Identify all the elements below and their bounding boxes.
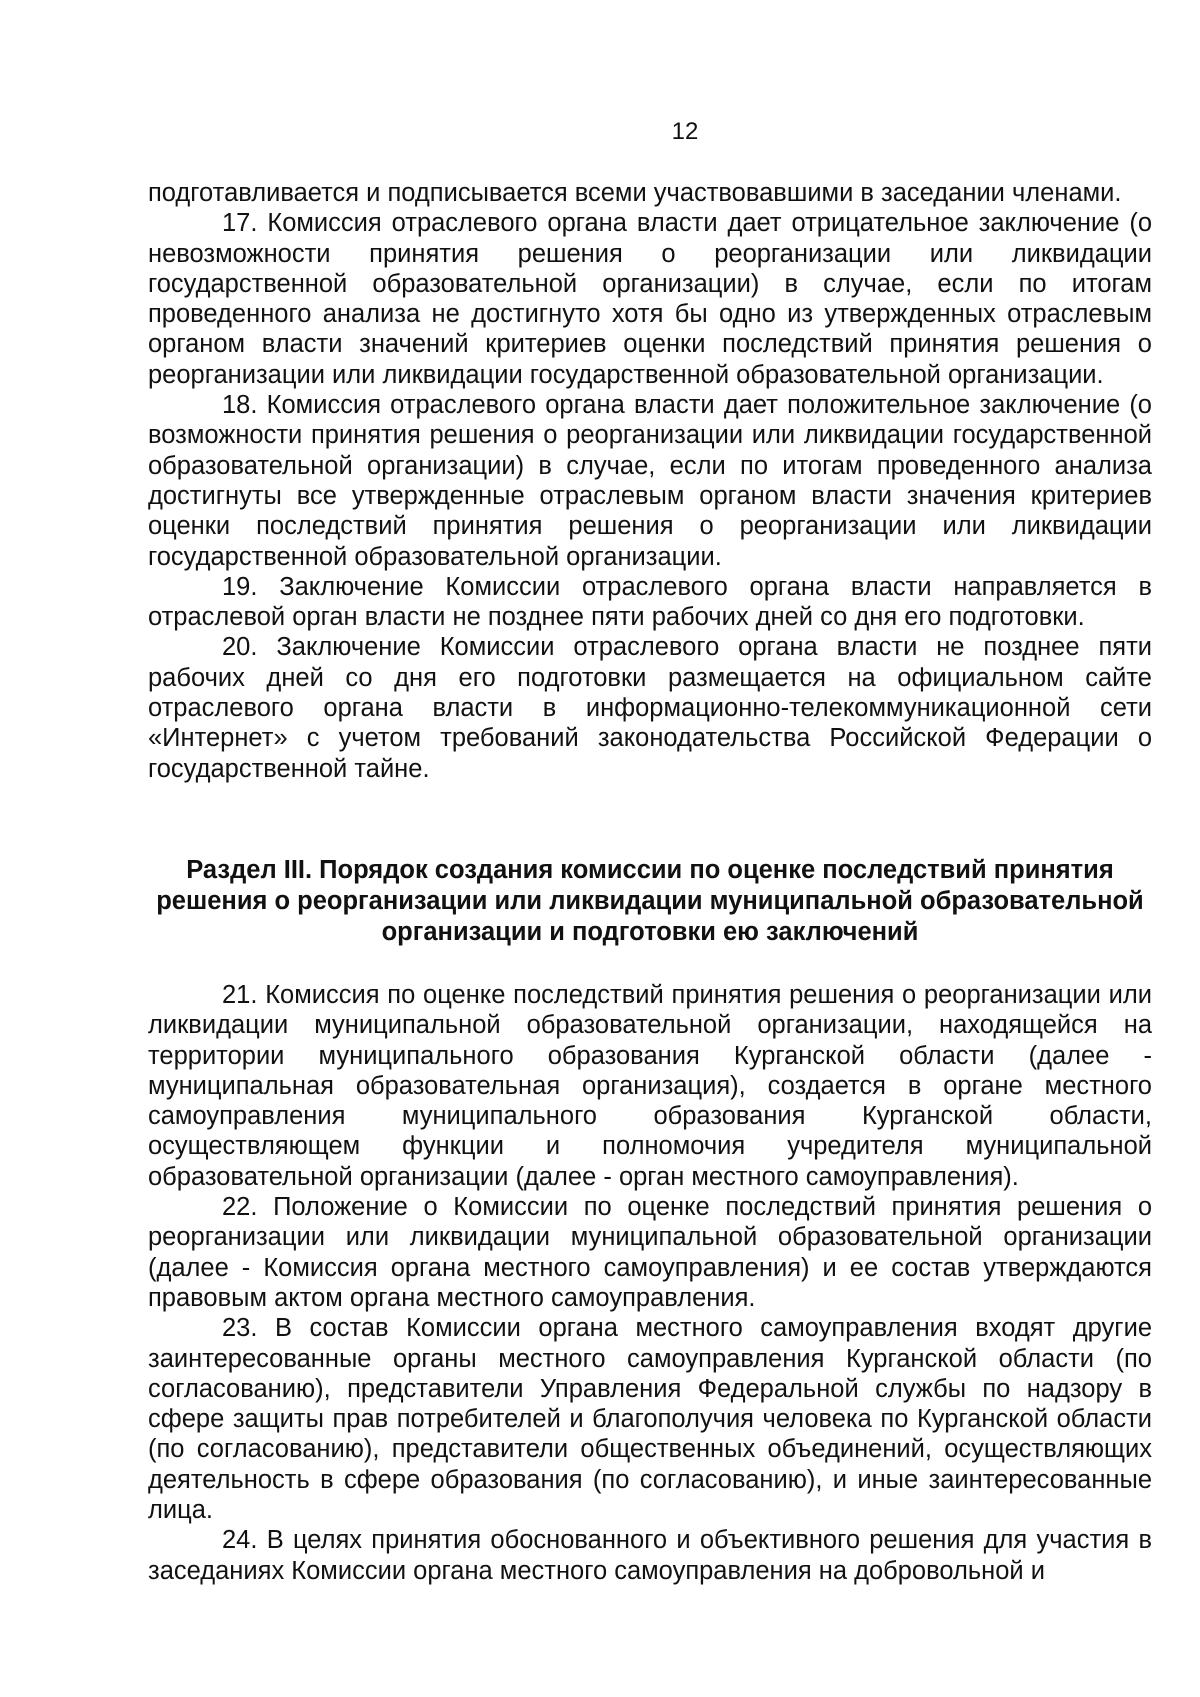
paragraph-23: 23. В состав Комиссии органа местного самоуправления входят другие заинтересованные органы местного самоуправления Курганской области (по согласованию), представители Управления Федеральной службы по надзору в сфере защиты прав потребителей и благополучия человека по Курганской области (по согласованию), представители общественных объединений, осуществляющих деятельность в сфере образования (по согласованию), и иные заинтересованные лица. <box>148 1314 1152 1525</box>
paragraph-17: 17. Комиссия отраслевого органа власти дает отрицательное заключение (о невозможности принятия решения о реорганизации или ликвидации государственной образовательной организации) в случае, если по итогам проведенного анализа не достигнуто хотя бы одно из утвержденных отраслевым органом власти значений критериев оценки последствий принятия решения о реорганизации или ликвидации государственной образовательной организации. <box>148 209 1152 389</box>
paragraph-22: 22. Положение о Комиссии по оценке последствий принятия решения о реорганизации или ликвидации муниципальной образовательной организации (далее - Комиссия органа местного самоуправления) и ее состав утверждаются правовым актом органа местного самоуправления. <box>148 1193 1152 1312</box>
paragraph-continuation: подготавливается и подписывается всеми участвовавшими в заседании членами. <box>148 179 1122 207</box>
body-text-after-heading <box>148 980 1152 1586</box>
paragraph-18: 18. Комиссия отраслевого органа власти дает положительное заключение (о возможности принятия решения о реорганизации или ликвидации государственной образовательной организации) в случае, если по итогам проведенного анализа достигнуты все утвержденные отраслевым органом власти значения критериев оценки последствий принятия решения о реорганизации или ликвидации государственной образовательной организации. <box>148 391 1152 571</box>
page-number: 12 <box>671 118 699 145</box>
section-heading: Раздел III. Порядок создания комиссии по оценке последствий принятия решения о реорганизации или ликвидации муниципальной образовательной организации и подготовки ею заключений <box>156 856 1144 946</box>
paragraph-19: 19. Заключение Комиссии отраслевого органа власти направляется в отраслевой орган власти не позднее пяти рабочих дней со дня его подготовки. <box>148 572 1152 632</box>
paragraph-20: 20. Заключение Комиссии отраслевого органа власти не позднее пяти рабочих дней со дня его подготовки размещается на официальном сайте отраслевого органа власти в информационно-телекоммуникационной сети «Интернет» с учетом требований законодательства Российской Федерации о государственной тайне. <box>148 633 1152 783</box>
paragraph-21: 21. Комиссия по оценке последствий принятия решения о реорганизации или ликвидации муниципальной образовательной организации, находящейся на территории муниципального образования Курганской области (далее - муниципальная образовательная организация), создается в органе местного самоуправления муниципального образования Курганской области, осуществляющем функции и полномочия учредителя муниципальной образовательной организации (далее - орган местного самоуправления). <box>148 981 1152 1191</box>
paragraph-24: 24. В целях принятия обоснованного и объективного решения для участия в заседаниях Комиссии органа местного самоуправления на добровольной и <box>148 1526 1152 1585</box>
body-text-before-heading <box>148 178 1152 784</box>
